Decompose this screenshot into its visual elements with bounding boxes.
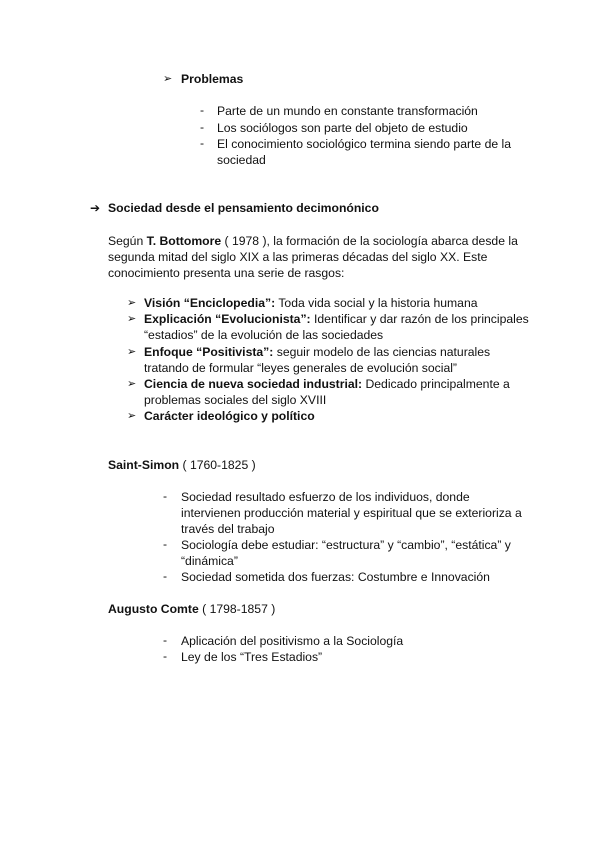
dash-bullet: - — [163, 569, 168, 583]
right-arrow-icon: ➔ — [90, 201, 101, 215]
dash-bullet: - — [163, 489, 168, 503]
rasgo-item: Carácter ideológico y político — [144, 409, 315, 423]
arrowhead-bullet-icon: ➢ — [127, 297, 137, 309]
rasgo-item: Visión “Enciclopedia”: Toda vida social y la historia humana — [144, 296, 478, 310]
rasgo-item-continuation: problemas sociales del siglo XVIII — [144, 393, 327, 407]
dash-bullet: - — [200, 136, 205, 150]
dash-bullet: - — [163, 633, 168, 647]
rasgo-item-continuation: “estadios” de la evolución de las sociedades — [144, 328, 384, 342]
dash-bullet: - — [163, 537, 168, 551]
dash-bullet: - — [163, 649, 168, 663]
arrowhead-bullet-icon: ➢ — [127, 313, 137, 325]
problemas-item: El conocimiento sociológico termina siendo parte de la — [217, 137, 512, 151]
author-name: T. Bottomore — [146, 234, 222, 248]
problemas-heading: Problemas — [181, 72, 244, 86]
comte-dates: ( 1798-1857 ) — [198, 602, 276, 616]
problemas-item: Los sociólogos son parte del objeto de estudio — [217, 121, 468, 135]
dash-bullet: - — [200, 103, 205, 117]
rasgo-item: Ciencia de nueva sociedad industrial: Dedicado principalmente a — [144, 377, 510, 391]
rasgo-item-continuation: tratando de formular “leyes generales de evolución social” — [144, 361, 457, 375]
arrowhead-bullet-icon: ➢ — [127, 378, 137, 390]
section-heading: Sociedad desde el pensamiento decimonónico — [108, 201, 379, 215]
arrowhead-bullet-icon: ➢ — [127, 346, 137, 358]
dash-bullet: - — [200, 120, 205, 134]
comte-name: Augusto Comte — [108, 602, 199, 616]
problemas-item-continuation: sociedad — [217, 153, 266, 167]
rasgo-item: Enfoque “Positivista”: seguir modelo de las ciencias naturales — [144, 345, 491, 359]
saint-simon-name: Saint-Simon — [108, 458, 180, 472]
saint-simon-dates: ( 1760-1825 ) — [179, 458, 256, 472]
arrowhead-bullet-icon: ➢ — [163, 73, 173, 85]
problemas-item: Parte de un mundo en constante transformación — [217, 104, 478, 118]
arrowhead-bullet-icon: ➢ — [127, 410, 137, 422]
rasgo-item: Explicación “Evolucionista”: Identificar y dar razón de los principales — [144, 312, 529, 326]
